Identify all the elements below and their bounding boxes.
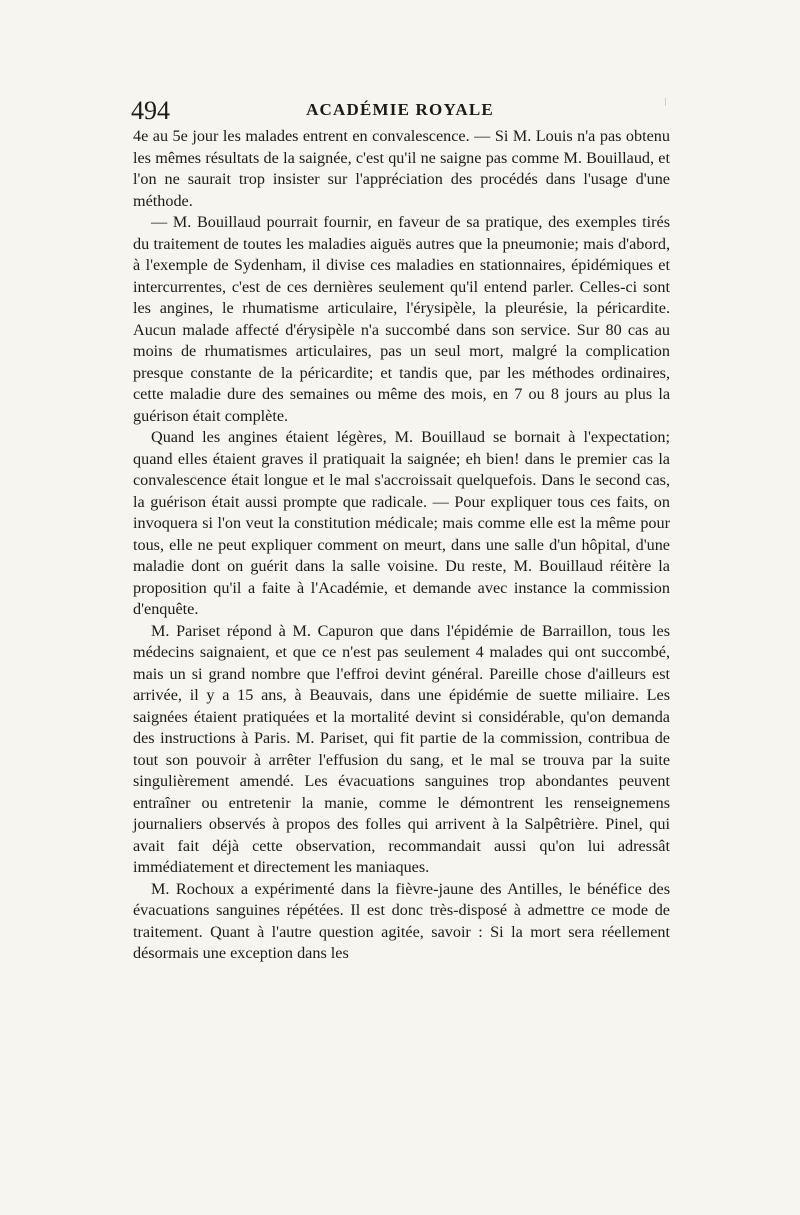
paragraph-2: — M. Bouillaud pourrait fournir, en faveur de sa pratique, des exemples tirés du traitement de toutes les maladies aiguës autres que la pneumonie; mais d'abord, à l'exemple de Sydenham, il divise ces maladies en stationnaires, épidémiques et intercurrentes, c'est de ces dernières seulement qu'il entend parler. Celles-ci sont les angines, le rhumatisme articulaire, l'érysipèle, la pleurésie, la péricardite. Aucun malade affecté d'érysipèle n'a succombé dans son service. Sur 80 cas au moins de rhumatismes articulaires, pas un seul mort, malgré la complication presque constante de la péricardite; et tandis que, par les méthodes ordinaires, cette maladie dure des semaines ou même des mois, en 7 ou 8 jours au plus la guérison était complète. bbox=[133, 213, 670, 425]
paragraph-3: Quand les angines étaient légères, M. Bouillaud se bornait à l'expectation; quand elles étaient graves il pratiquait la saignée; eh bien! dans le premier cas la convalescence était longue et le mal s'accroissait quelquefois. Dans le second cas, la guérison était aussi prompte que radicale. — Pour expliquer tous ces faits, on invoquera si l'on veut la constitution médicale; mais comme elle est la même pour tous, elle ne peut expliquer comment on meurt, dans une salle d'un hôpital, d'une maladie dont on guérit dans la salle voisine. Du reste, M. Bouillaud réitère la proposition qu'il a faite à l'Académie, et demande avec instance la commission d'enquête. bbox=[133, 428, 670, 618]
paragraph-5: M. Rochoux a expérimenté dans la fièvre-jaune des Antilles, le bénéfice des évacuations sanguines répétées. Il est donc très-disposé à admettre ce mode de traitement. Quant à l'autre question agitée, savoir : Si la mort sera réellement désormais une exception dans les bbox=[133, 879, 670, 962]
paragraph-1: 4e au 5e jour les malades entrent en convalescence. — Si M. Louis n'a pas obtenu les mêmes résultats de la saignée, c'est qu'il ne saigne pas comme M. Bouillaud, et l'on ne saurait trop insister sur l'appréciation des procédés dans l'usage d'une méthode. bbox=[133, 127, 670, 210]
page-number: 494 bbox=[131, 96, 170, 125]
body-text bbox=[133, 126, 670, 965]
running-head: ACADÉMIE ROYALE bbox=[306, 100, 494, 119]
paragraph-4: M. Pariset répond à M. Capuron que dans l'épidémie de Barraillon, tous les médecins saignaient, et que ce n'est pas seulement 4 malades qui ont succombé, mais un si grand nombre que l'effroi devint général. Pareille chose d'ailleurs est arrivée, il y a 15 ans, à Beauvais, dans une épidémie de suette miliaire. Les saignées étaient pratiquées et la mortalité devint si considérable, qu'on demanda des instructions à Paris. M. Pariset, qui fit partie de la commission, contribua de tout son pouvoir à arrêter l'effusion du sang, et le mal se trouva par la suite singulièrement amendé. Les évacuations sanguines trop abondantes peuvent entraîner ou entretenir la manie, comme le démontrent les renseignemens journaliers observés à propos des folles qui arrivent à la Salpêtrière. Pinel, qui avait fait déjà cette observation, recommandait aussi qu'on lui adressât immédiatement et directement les maniaques. bbox=[133, 621, 670, 876]
page-mark bbox=[665, 98, 666, 106]
